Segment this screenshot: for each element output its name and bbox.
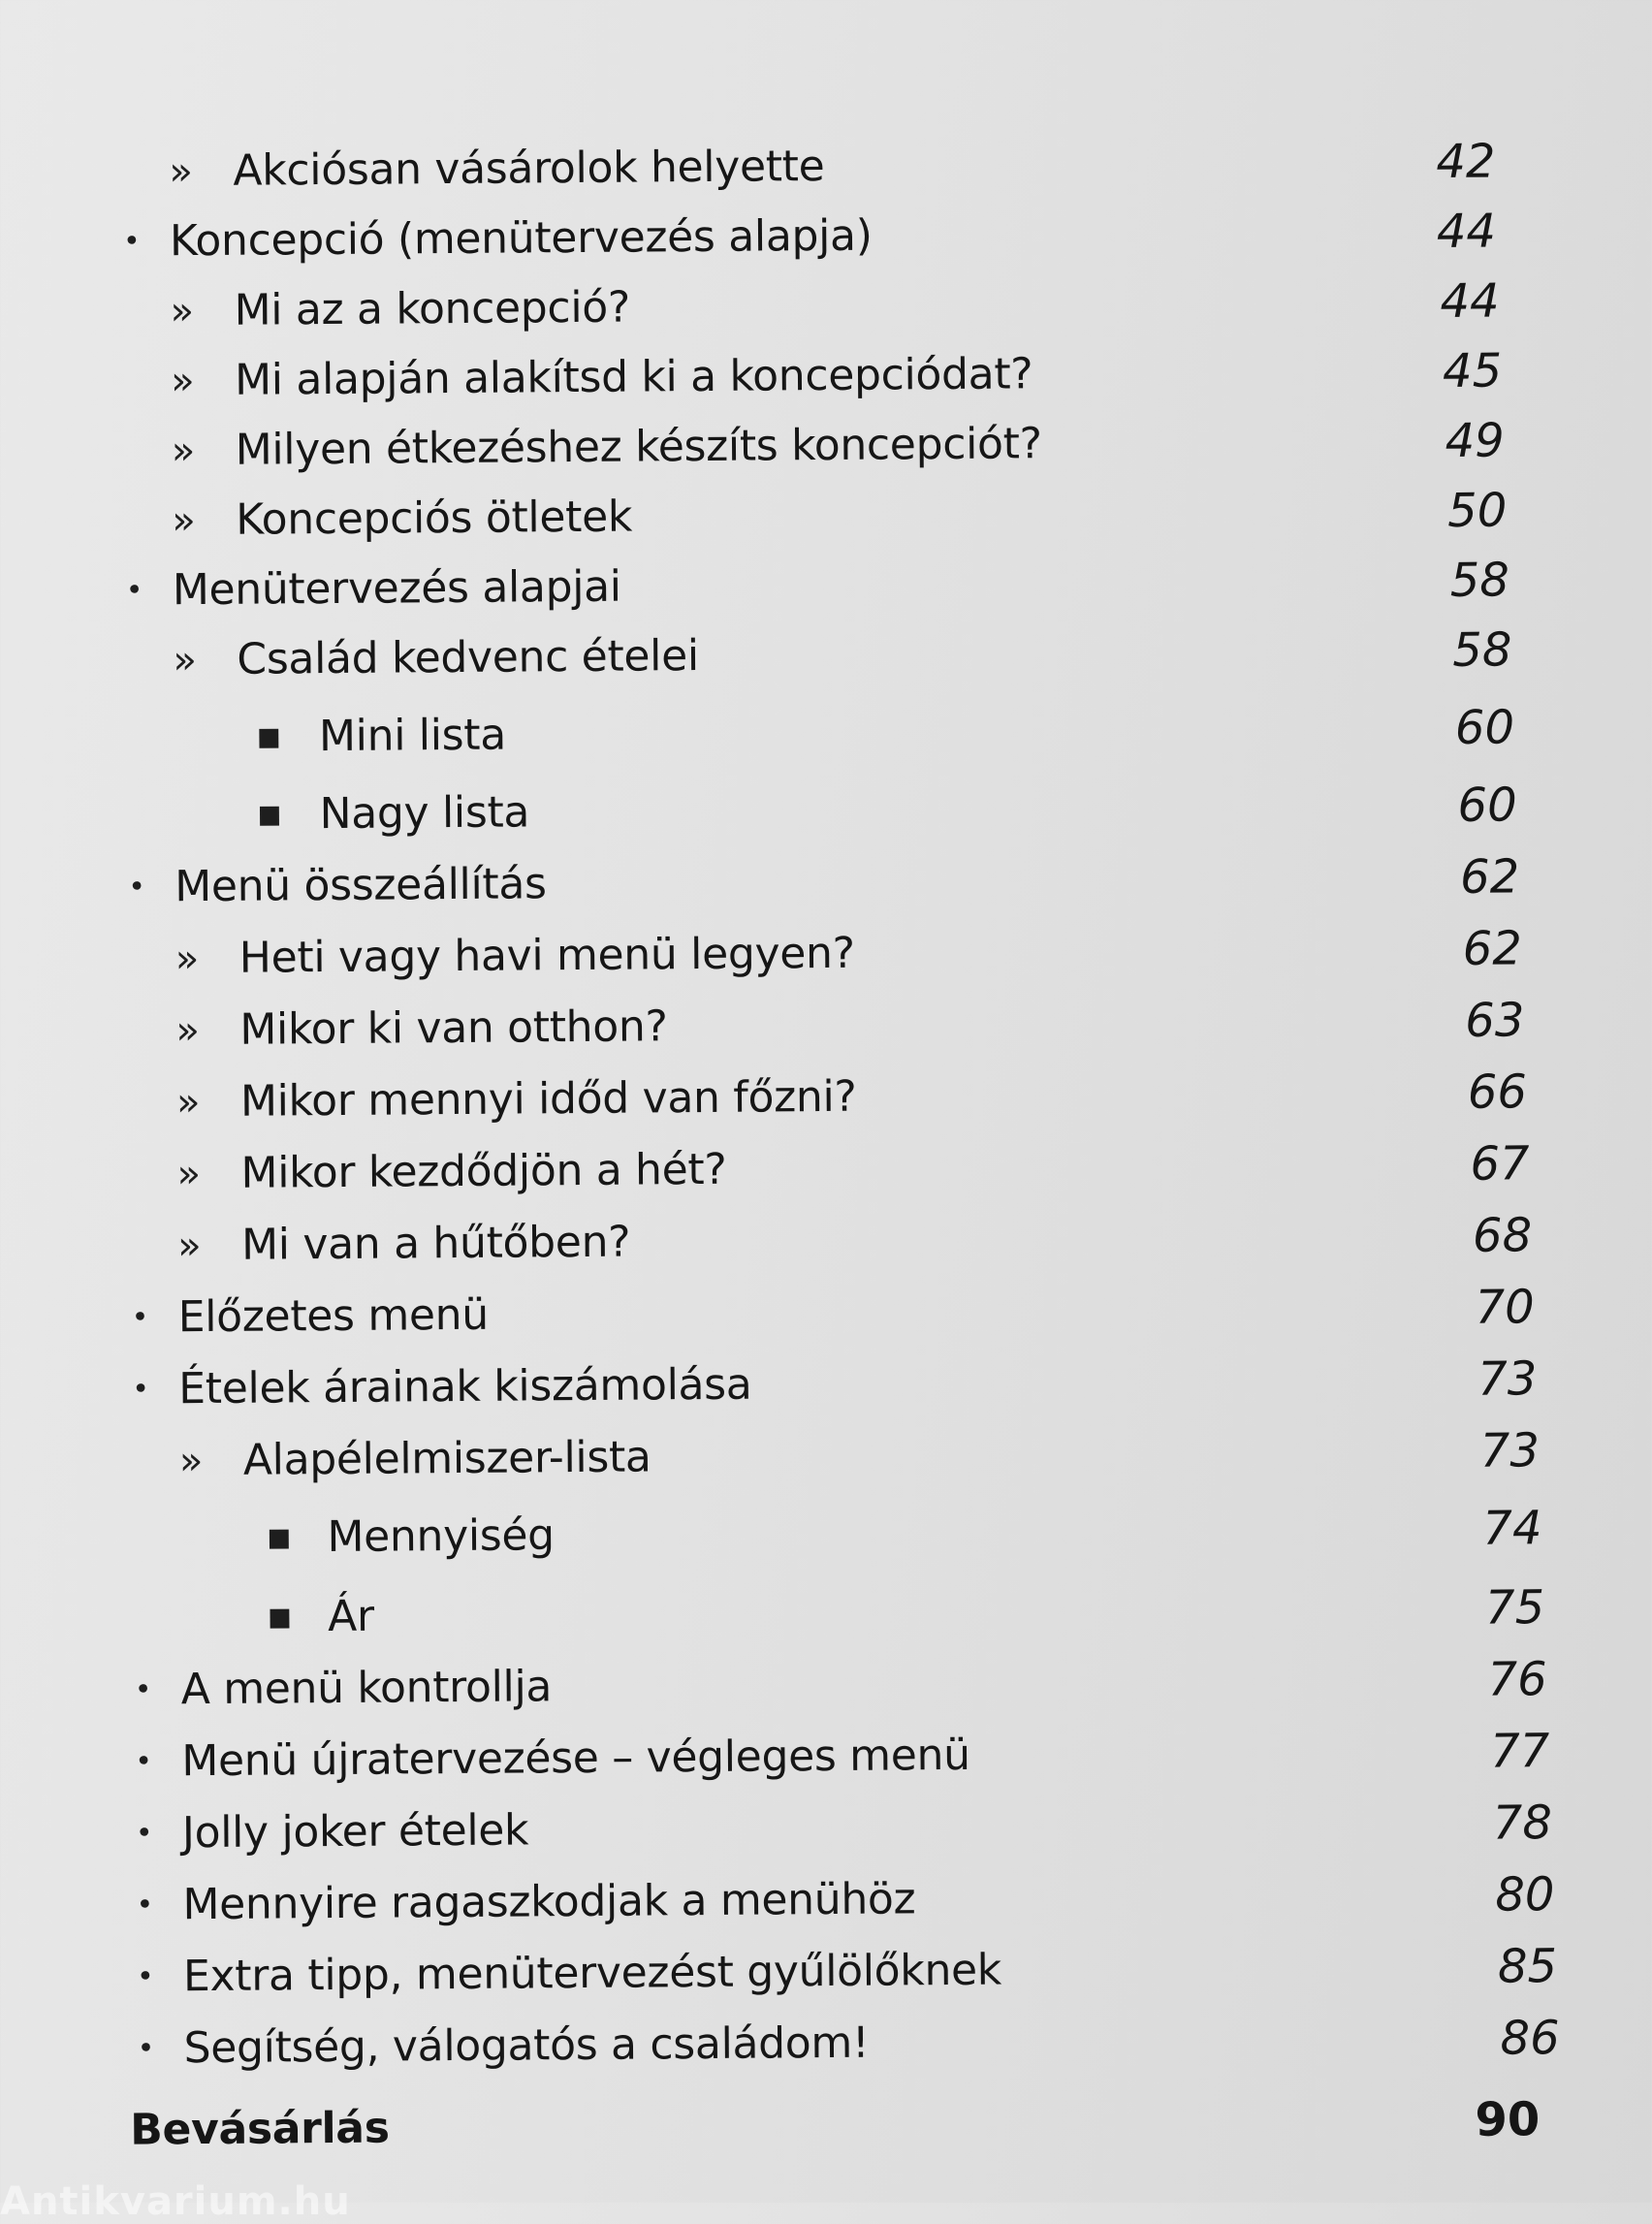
toc-entry[interactable] [0,773,1650,847]
toc-entry-title: Milyen étkezéshez készíts koncepciót? [235,419,1042,475]
toc-entry[interactable] [2,1347,1652,1421]
toc-entry-page: 42 [1436,134,1496,190]
arrow-marker-icon: » [175,937,200,982]
arrow-marker-icon: » [169,149,194,195]
toc-entry-title: Nagy lista [319,787,530,840]
toc-entry[interactable] [0,988,1652,1063]
toc-entry-page: 63 [1465,993,1525,1048]
toc-entry[interactable] [1,1275,1652,1350]
bullet-marker-icon: • [136,1888,154,1922]
chapter-page: 90 [1475,2092,1541,2147]
toc-entry-page: 60 [1457,778,1517,833]
square-marker-icon: ■ [267,1523,292,1553]
toc-entry[interactable] [0,618,1649,692]
toc-entry-page: 45 [1442,343,1503,398]
bullet-marker-icon: • [135,1744,153,1779]
toc-entry-page: 74 [1482,1501,1542,1556]
toc-entry-page: 62 [1459,849,1520,905]
square-marker-icon: ■ [256,722,281,752]
toc-entry-title: Mi az a koncepció? [234,282,631,335]
toc-entry-page: 44 [1440,273,1500,329]
toc-entry[interactable] [0,478,1647,553]
bullet-marker-icon: • [134,1672,152,1707]
arrow-marker-icon: » [171,429,196,474]
toc-entry[interactable] [0,129,1645,204]
toc-entry-title: Heti vagy havi menü legyen? [238,928,855,983]
toc-entry-title: Mikor mennyi időd van főzni? [239,1071,857,1127]
toc-entry[interactable] [3,1418,1652,1493]
toc-entry[interactable] [0,1060,1652,1134]
bullet-marker-icon: • [131,1300,149,1335]
toc-entry[interactable] [5,1719,1652,1794]
square-marker-icon: ■ [268,1603,292,1633]
arrow-marker-icon: » [170,289,195,334]
toc-entry-page: 58 [1452,622,1512,678]
toc-entry-title: Jolly joker ételek [181,1805,529,1859]
toc-entry-page: 73 [1477,1351,1538,1407]
toc-entry-title: Mi van a hűtőben? [240,1217,631,1270]
toc-entry-title: Menütervezés alapjai [172,561,621,616]
bullet-marker-icon: • [125,573,143,608]
toc-entry-title: Mennyiség [327,1510,556,1563]
toc-entry-title: A menü kontrollja [180,1662,553,1715]
toc-entry[interactable] [0,1131,1652,1206]
square-marker-icon: ■ [257,800,282,830]
arrow-marker-icon: » [170,359,195,404]
toc-entry[interactable] [7,1934,1652,2009]
toc-entry-title: Mikor ki van otthon? [239,1001,668,1055]
toc-entry[interactable] [6,1791,1652,1865]
toc-entry-title: Mennyire ragaszkodjak a menühöz [182,1874,916,1930]
toc-entry[interactable] [4,1575,1652,1650]
bullet-marker-icon: • [135,1816,153,1851]
toc-entry-page: 66 [1467,1064,1528,1120]
toc-entry-title: Ár [327,1591,374,1642]
toc-entry-title: Ételek árainak kiszámolása [178,1359,752,1414]
toc-entry-title: Segítség, válogatós a családom! [183,2017,870,2074]
toc-entry-title: Extra tipp, menütervezést gyűlölőknek [182,1945,1002,2002]
toc-entry[interactable] [0,548,1648,622]
toc-entry-title: Koncepció (menütervezés alapja) [169,210,873,267]
toc-entry-title: Akciósan vásárolok helyette [233,141,825,196]
toc-entry-title: Menü újratervezése – végleges menü [181,1730,970,1787]
arrow-marker-icon: » [173,638,198,683]
toc-entry[interactable] [0,695,1649,770]
toc-entry-page: 80 [1495,1867,1555,1922]
toc-entry[interactable] [0,408,1647,483]
watermark-text: Antikvarium.hu [0,2179,351,2224]
toc-entry[interactable] [1,1203,1652,1278]
toc-entry-title: Menü összeállítás [175,859,547,912]
toc-entry-page: 67 [1470,1136,1530,1191]
toc-entry-page: 50 [1446,483,1508,538]
bullet-marker-icon: • [136,1959,154,1994]
toc-entry-page: 78 [1492,1795,1553,1851]
toc-entry-page: 86 [1500,2011,1560,2066]
toc-entry-page: 70 [1475,1280,1535,1335]
bullet-marker-icon: • [132,1372,150,1407]
toc-entry-title: Koncepciós ötletek [236,492,633,545]
toc-entry[interactable] [5,1647,1652,1722]
toc-entry-title: Előzetes menü [177,1289,490,1343]
arrow-marker-icon: » [178,1439,204,1484]
toc-entry-page: 77 [1489,1724,1550,1779]
toc-entry[interactable] [0,338,1646,413]
toc-entry[interactable] [6,1862,1652,1937]
bullet-marker-icon: • [128,870,146,905]
toc-entry-title: Család kedvenc ételei [237,631,700,684]
toc-entry-title: Mini lista [318,710,507,762]
toc-entry-page: 58 [1449,553,1510,608]
toc-entry-page: 62 [1462,921,1523,976]
toc-entry[interactable] [0,844,1650,919]
toc-entry[interactable] [0,916,1651,991]
toc-entry-title: Alapélelmiszer-lista [242,1432,651,1485]
arrow-marker-icon: » [176,1223,202,1269]
chapter-entry[interactable] [8,2087,1652,2162]
toc-entry-page: 85 [1497,1939,1558,1994]
toc-entry-page: 73 [1479,1423,1541,1478]
toc-entry-page: 49 [1445,413,1505,468]
toc-entry-page: 76 [1487,1652,1547,1707]
chapter-title: Bevásárlás [130,2103,390,2155]
arrow-marker-icon: » [175,1080,201,1126]
toc-entry-page: 60 [1454,700,1515,755]
bullet-marker-icon: • [137,2031,155,2066]
bullet-marker-icon: • [122,224,141,259]
toc-entry-page: 68 [1472,1208,1533,1263]
toc-entry[interactable] [7,2006,1652,2081]
arrow-marker-icon: » [176,1152,202,1197]
toc-entry-page: 44 [1436,204,1497,260]
toc-entry[interactable] [3,1496,1652,1571]
arrow-marker-icon: » [172,498,196,544]
toc-entry[interactable] [0,269,1646,343]
toc-entry-title: Mi alapján alakítsd ki a koncepciódat? [234,349,1033,405]
toc-entry-page: 75 [1484,1580,1545,1636]
toc-entry[interactable] [0,199,1645,273]
toc-entry-title: Mikor kezdődjön a hét? [240,1144,727,1198]
arrow-marker-icon: » [175,1008,201,1054]
